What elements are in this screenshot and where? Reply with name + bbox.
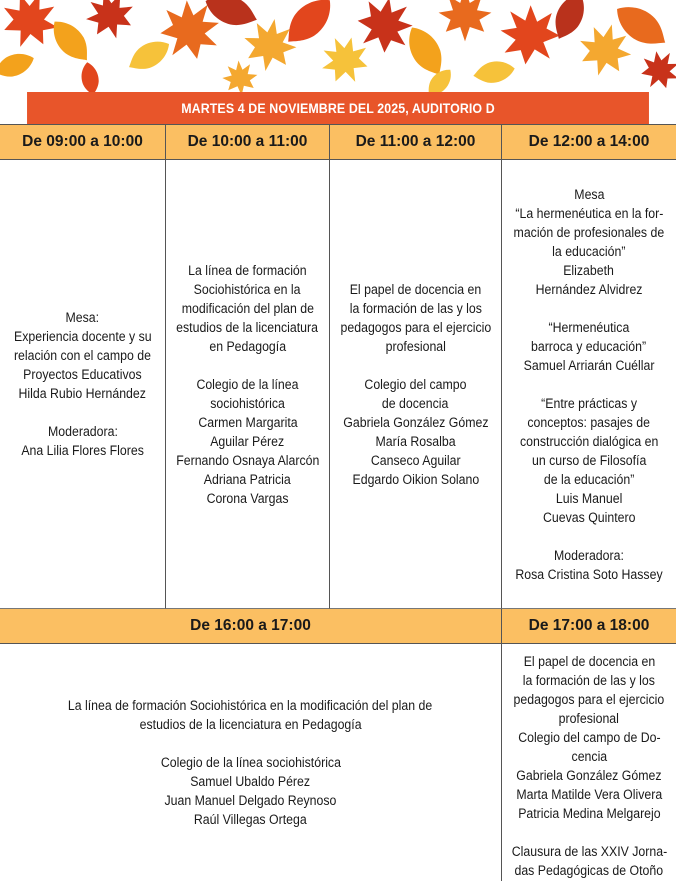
line-gap [502,375,676,394]
time-label: De 16:00 a 17:00 [190,617,311,634]
text-line: Sociohistórica en la [194,281,301,297]
session-text [0,308,165,460]
text-line: El papel de docencia en [349,281,482,297]
text-line: construcción dialógica en [519,433,659,449]
time-header-1000 [166,125,330,160]
line-gap [330,356,501,375]
leaves-illustration [0,0,676,92]
time-header-0900 [0,125,166,160]
line-gap [502,823,676,842]
text-line: Colegio del campo [364,376,467,392]
line-gap [0,734,501,753]
text-line: Elizabeth [563,262,615,278]
text-line: Corona Vargas [206,490,289,506]
text-line: Samuel Ubaldo Pérez [190,774,311,789]
time-header-1700 [502,609,676,644]
text-line: profesional [385,338,446,354]
text-line: Colegio de la línea [196,376,299,392]
time-label: De 12:00 a 14:00 [528,133,650,150]
text-line: Carmen Margarita [197,414,298,430]
text-line: profesional [558,711,620,726]
session-text [502,185,676,584]
text-line: Mesa [573,186,605,202]
text-line: Edgardo Oikion Solano [352,471,479,487]
text-line: Hernández Alvidrez [535,281,643,297]
text-line: de la educación” [543,471,635,487]
text-line: un curso de Filosofía [531,452,647,468]
text-line: sociohistórica [210,395,285,411]
text-line: “Hermenéutica [548,319,630,335]
text-line: Aguilar Pérez [210,433,285,449]
line-gap [502,527,676,546]
time-label: De 11:00 a 12:00 [355,133,476,150]
time-header-1100 [330,125,502,160]
session-cell-1000 [166,160,330,609]
text-line: pedagogos para el ejercicio [513,692,665,707]
text-line: Fernando Osnaya Alarcón [175,452,320,468]
text-line: pedagogos para el ejercicio [340,319,491,335]
session-text [0,696,501,829]
line-gap [502,299,676,318]
text-line: Patricia Medina Melgarejo [517,806,661,821]
text-line: Cuevas Quintero [542,509,636,525]
text-line: Ana Lilia Flores Flores [21,443,144,458]
session-text [166,261,329,508]
text-line: Luis Manuel [555,490,623,506]
text-line: Gabriela González Gómez [342,414,489,430]
text-line: barroca y educación” [531,338,647,354]
session-cell-1200 [502,160,676,609]
time-header-1200 [502,125,676,160]
text-line: María Rosalba [375,433,456,449]
line-gap [166,356,329,375]
session-cell-0900 [0,160,166,609]
text-line: La línea de formación [188,262,307,278]
text-line: El papel de docencia en [523,654,655,669]
text-line: Marta Matilde Vera Olivera [516,787,662,802]
text-line: Moderadora: [554,547,624,563]
text-line: Adriana Patricia [204,471,291,487]
autumn-leaves-banner [0,0,676,92]
text-line: Experiencia docente y su [13,329,152,344]
text-line: estudios de la licenciatura en Pedagogía [139,717,362,732]
session-cell-1100 [330,160,502,609]
text-line: la educación” [552,243,626,259]
text-line: Samuel Arriarán Cuéllar [523,357,655,373]
text-line: modificación del plan de [181,300,314,316]
text-line: Clausura de las XXIV Jorna- [511,844,667,859]
session-cell-1600 [0,644,502,881]
date-line: MARTES 4 DE NOVIEMBRE DEL 2025, AUDITORIO D [181,100,495,116]
text-line: “Entre prácticas y [541,395,637,411]
text-line: Canseco Aguilar [370,452,461,468]
text-line: mación de profesionales de [513,224,665,240]
text-line: cencia [571,749,607,764]
text-line: Gabriela González Gómez [516,768,662,783]
text-line: Raúl Villegas Ortega [194,812,307,827]
text-line: conceptos: pasajes de [527,414,651,430]
time-label: De 10:00 a 11:00 [187,133,308,150]
time-label: De 09:00 a 10:00 [22,133,143,150]
text-line: Juan Manuel Delgado Reynoso [164,793,337,808]
session-text [502,652,676,880]
text-line: la formación de las y los [349,300,482,316]
text-line: estudios de la licenciatura [176,319,319,335]
text-line: la formación de las y los [522,673,656,688]
text-line: de docencia [382,395,449,411]
text-line: Moderadora: [47,424,118,439]
session-cell-1700 [502,644,676,881]
text-line: relación con el campo de [14,348,151,363]
time-header-1600 [0,609,502,644]
text-line: Colegio del campo de Do- [517,730,661,745]
line-gap [0,403,165,422]
date-location-banner [27,92,649,124]
text-line: “La hermenéutica en la for- [515,205,663,221]
session-text [330,280,501,489]
text-line: en Pedagogía [209,338,286,354]
text-line: Mesa: [65,310,100,325]
text-line: das Pedagógicas de Otoño [514,863,664,878]
time-label: De 17:00 a 18:00 [528,617,650,634]
text-line: Rosa Cristina Soto Hassey [515,566,663,582]
text-line: La línea de formación Sociohistórica en la modificación del plan de [68,698,433,713]
text-line: Colegio de la línea sociohistórica [160,755,341,770]
text-line: Proyectos Educativos [23,367,142,382]
text-line: Hilda Rubio Hernández [18,386,147,401]
